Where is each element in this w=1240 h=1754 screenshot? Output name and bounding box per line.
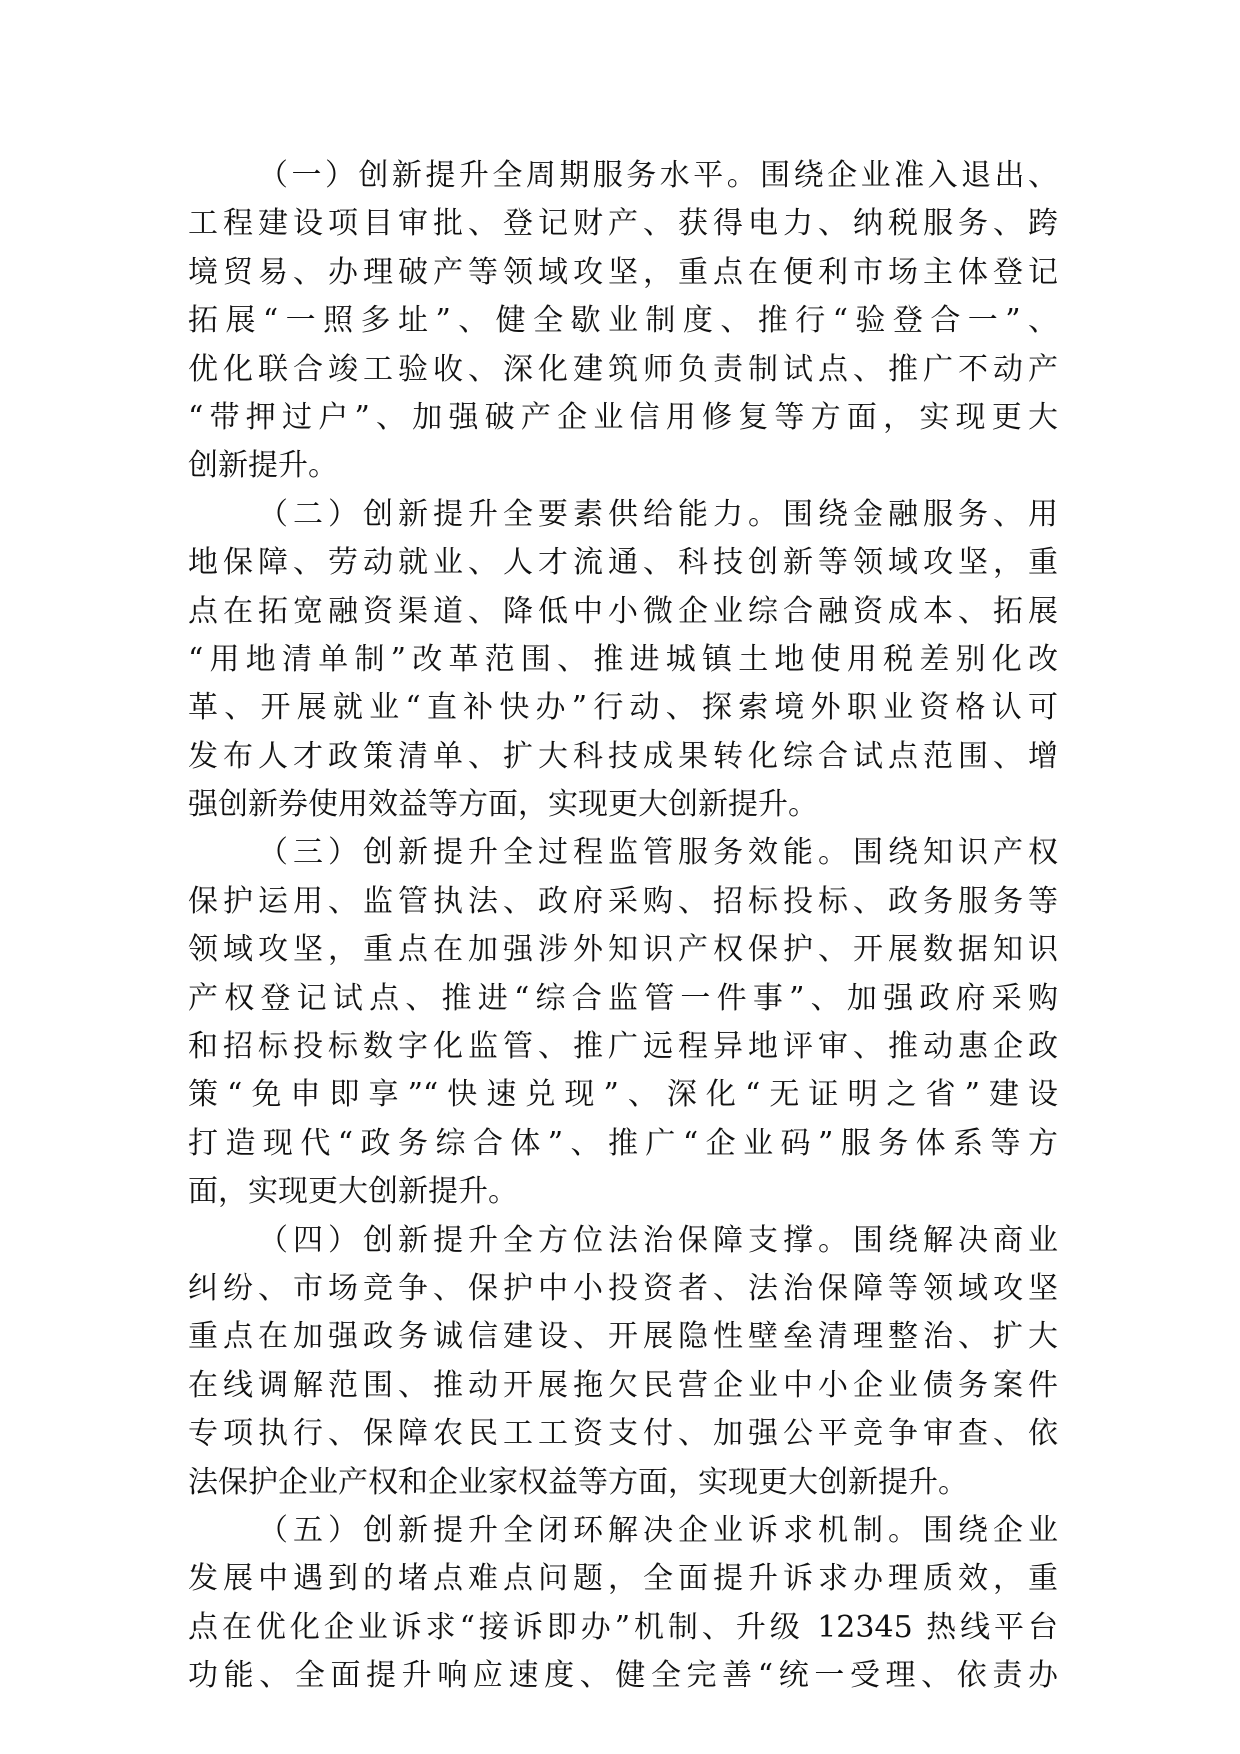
paragraph-3 bbox=[188, 829, 1058, 1216]
text-line: 工程建设项目审批、登记财产、获得电力、纳税服务、跨 bbox=[188, 206, 1058, 242]
text-line: 纠纷、市场竞争、保护中小投资者、法治保障等领域攻坚 bbox=[188, 1270, 1058, 1306]
text-line: （二）创新提升全要素供给能力。围绕金融服务、用 bbox=[258, 496, 1058, 532]
text-line: 优化联合竣工验收、深化建筑师负责制试点、推广不动产 bbox=[188, 351, 1058, 387]
text-line: 功能、全面提升响应速度、健全完善“统一受理、依责办 bbox=[188, 1658, 1058, 1694]
text-line: 境贸易、办理破产等领域攻坚，重点在便利市场主体登记 bbox=[188, 254, 1058, 290]
text-line: 重点在加强政务诚信建设、开展隐性壁垒清理整治、扩大 bbox=[188, 1319, 1058, 1355]
text-line: 法保护企业产权和企业家权益等方面，实现更大创新提升。 bbox=[188, 1464, 968, 1500]
text-line: （一）创新提升全周期服务水平。围绕企业准入退出、 bbox=[258, 158, 1058, 193]
text-line: 拓展“一照多址”、健全歇业制度、推行“验登合一”、 bbox=[188, 303, 1058, 339]
text-line: “带押过户”、加强破产企业信用修复等方面，实现更大 bbox=[188, 399, 1058, 435]
paragraph-4 bbox=[188, 1217, 1058, 1507]
text-line: （四）创新提升全方位法治保障支撑。围绕解决商业 bbox=[258, 1222, 1058, 1258]
text-line: 打造现代“政务综合体”、推广“企业码”服务体系等方 bbox=[188, 1125, 1058, 1161]
text-line: （五）创新提升全闭环解决企业诉求机制。围绕企业 bbox=[258, 1512, 1058, 1548]
text-line: 革、开展就业“直补快办”行动、探索境外职业资格认可 bbox=[188, 690, 1058, 726]
text-line: 策“免申即享”“快速兑现”、深化“无证明之省”建设 bbox=[188, 1077, 1058, 1113]
text-line: 创新提升。 bbox=[188, 448, 338, 484]
text-line: 专项执行、保障农民工工资支付、加强公平竞争审查、依 bbox=[188, 1416, 1058, 1452]
text-line: 点在优化企业诉求“接诉即办”机制、升级 12345 热线平台 bbox=[188, 1609, 1058, 1645]
text-line: 领域攻坚，重点在加强涉外知识产权保护、开展数据知识 bbox=[188, 932, 1058, 968]
paragraph-1 bbox=[188, 152, 1058, 491]
text-line: 发布人才政策清单、扩大科技成果转化综合试点范围、增 bbox=[188, 738, 1058, 774]
document-body bbox=[188, 152, 1058, 1701]
text-line: “用地清单制”改革范围、推进城镇土地使用税差别化改 bbox=[188, 641, 1058, 677]
text-line: 产权登记试点、推进“综合监管一件事”、加强政府采购 bbox=[188, 980, 1058, 1016]
text-line: 面，实现更大创新提升。 bbox=[188, 1174, 518, 1210]
text-line: 点在拓宽融资渠道、降低中小微企业综合融资成本、拓展 bbox=[188, 593, 1058, 629]
text-line: 和招标投标数字化监管、推广远程异地评审、推动惠企政 bbox=[188, 1029, 1058, 1065]
paragraph-2 bbox=[188, 491, 1058, 830]
text-line: 发展中遇到的堵点难点问题，全面提升诉求办理质效，重 bbox=[188, 1561, 1058, 1597]
text-line: 保护运用、监管执法、政府采购、招标投标、政务服务等 bbox=[188, 883, 1058, 919]
paragraph-5 bbox=[188, 1507, 1058, 1701]
text-line: 在线调解范围、推动开展拖欠民营企业中小企业债务案件 bbox=[188, 1367, 1058, 1403]
text-line: （三）创新提升全过程监管服务效能。围绕知识产权 bbox=[258, 835, 1058, 871]
text-line: 强创新券使用效益等方面，实现更大创新提升。 bbox=[188, 787, 818, 823]
text-line: 地保障、劳动就业、人才流通、科技创新等领域攻坚，重 bbox=[188, 545, 1058, 581]
